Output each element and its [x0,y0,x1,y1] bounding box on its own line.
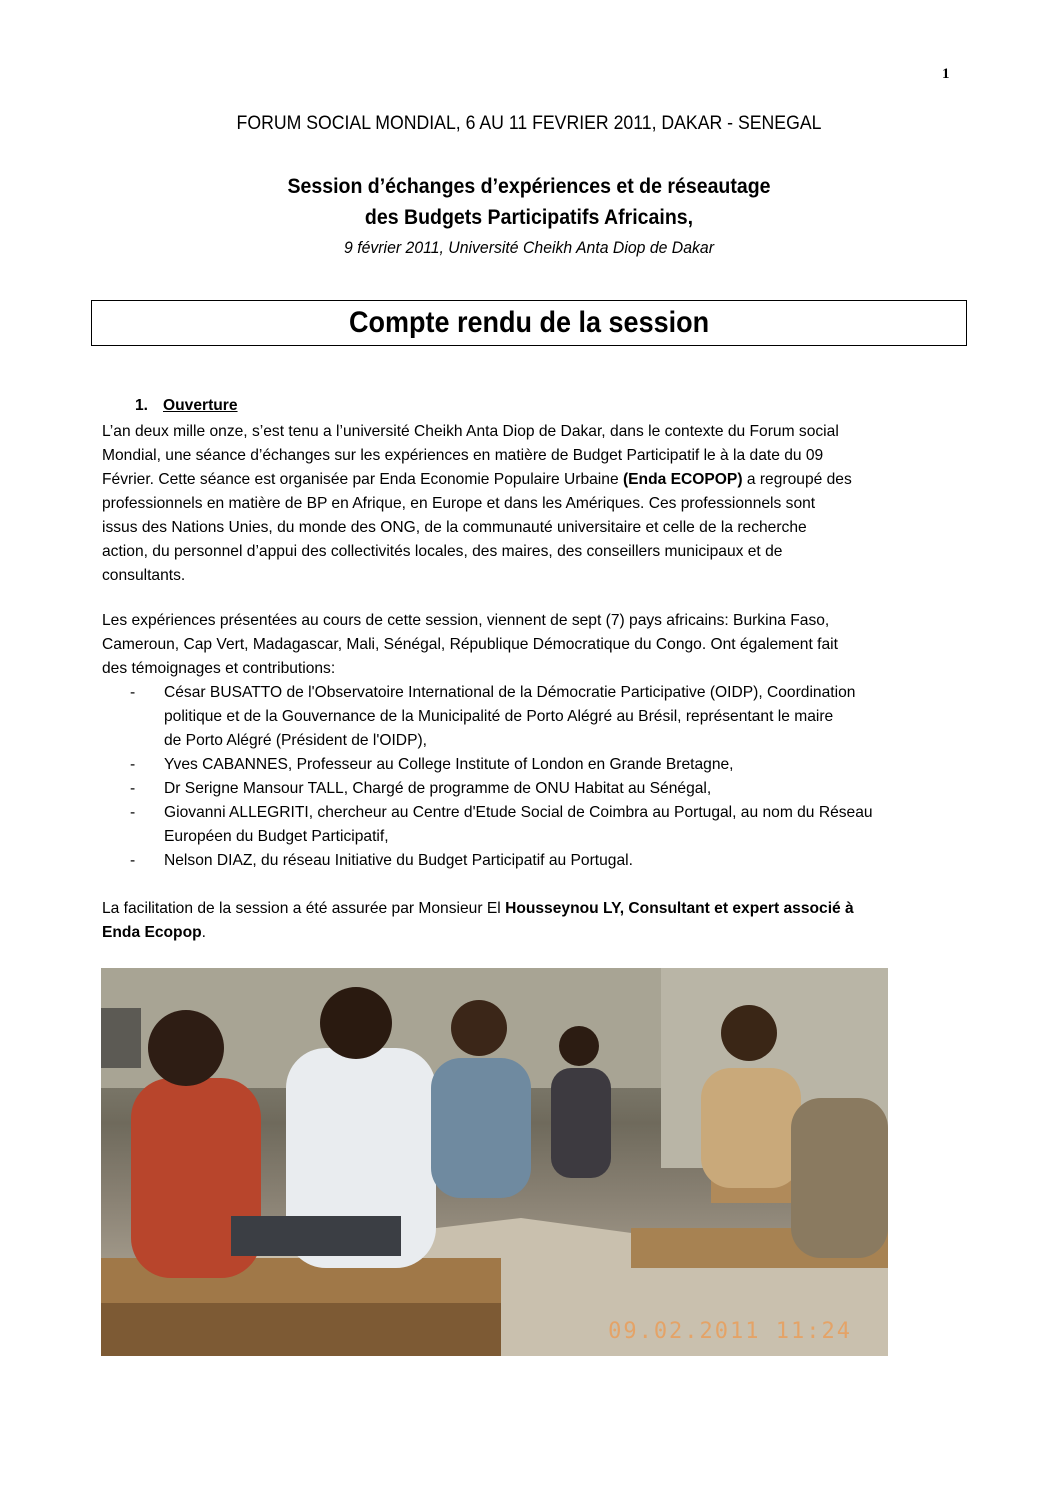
paragraph-line: L’an deux mille onze, s’est tenu a l’université Cheikh Anta Diop de Dakar, dans le contexte du Forum social [102,423,839,440]
list-item [102,801,962,849]
bullet-dash: - [130,804,136,821]
list-item-line: de Porto Alégré (Président de l'OIDP), [164,732,427,749]
photo-timestamp: 09.02.2011 11:24 [608,1319,852,1344]
bullet-dash: - [130,756,136,773]
forum-title: FORUM SOCIAL MONDIAL, 6 AU 11 FEVRIER 2011, DAKAR - SENEGAL [236,113,822,134]
section-heading [135,397,238,415]
paragraph-line: professionnels en matière de BP en Afrique, en Europe et dans les Amériques. Ces professionnels sont [102,495,816,512]
text-run: La facilitation de la session a été assurée par Monsieur El [102,900,506,917]
organizer-acronym: (Enda ECOPOP) [622,471,743,488]
text-run: Février. Cette séance est organisée par Enda Economie Populaire Urbaine [102,471,623,488]
list-item-line: Yves CABANNES, Professeur au College Institute of London en Grande Bretagne, [164,756,734,773]
list-item [102,681,962,753]
text-run: a regroupé des [742,471,852,488]
section-number: 1. [135,397,149,414]
paragraph-line: des témoignages et contributions: [102,660,336,677]
list-item-line: Giovanni ALLEGRITI, chercheur au Centre d'Etude Social de Coimbra au Portugal, au nom du Réseau [164,804,873,821]
bullet-dash: - [130,852,136,869]
paragraph-line: issus des Nations Unies, du monde des ONG, de la communauté universitaire et celle de la recherche [102,519,807,536]
session-date-place: 9 février 2011, Université Cheikh Anta Diop de Dakar [344,238,714,257]
paragraph-line: Mondial, une séance d’échanges sur les expériences en matière de Budget Participatif le à la date du 09 [102,447,824,464]
list-item-line: politique et de la Gouvernance de la Municipalité de Porto Alégré au Brésil, représentant le maire [164,708,834,725]
facilitation-paragraph [102,897,962,945]
list-item-line: Nelson DIAZ, du réseau Initiative du Budget Participatif au Portugal. [164,852,633,869]
list-item [102,753,962,777]
text-run: . [201,924,206,941]
session-title-line-1: Session d’échanges d’expériences et de réseautage [287,175,771,198]
contributors-list [102,681,962,873]
bullet-dash: - [130,684,136,701]
paragraph-line [102,468,962,492]
list-item-line: César BUSATTO de l'Observatoire International de la Démocratie Participative (OIDP), Coordination [164,684,856,701]
facilitator-name: Housseynou LY, Consultant et expert associé à [505,900,854,917]
session-title-line-2: des Budgets Participatifs Africains, [364,206,694,229]
list-item-line: Européen du Budget Participatif, [164,828,389,845]
opening-paragraph [102,420,962,588]
report-title: Compte rendu de la session [348,306,710,339]
report-title-box [91,300,967,346]
organization-name: Enda Ecopop [102,924,202,941]
page-number: 1 [942,66,950,82]
list-item [102,849,962,873]
session-photo [101,968,888,1356]
list-item-line: Dr Serigne Mansour TALL, Chargé de programme de ONU Habitat au Sénégal, [164,780,712,797]
paragraph-line: Cameroun, Cap Vert, Madagascar, Mali, Sénégal, République Démocratique du Congo. Ont également fait [102,636,838,653]
paragraph-line: action, du personnel d’appui des collectivités locales, des maires, des conseillers municipaux et de [102,543,783,560]
paragraph-line: Les expériences présentées au cours de cette session, viennent de sept (7) pays africains: Burkina Faso, [102,612,830,629]
paragraph-line [102,921,962,945]
countries-paragraph [102,609,962,681]
classroom-scene [101,968,888,1356]
section-heading-text: Ouverture [163,397,238,414]
bullet-dash: - [130,780,136,797]
paragraph-line: consultants. [102,567,186,584]
list-item [102,777,962,801]
paragraph-line [102,897,962,921]
